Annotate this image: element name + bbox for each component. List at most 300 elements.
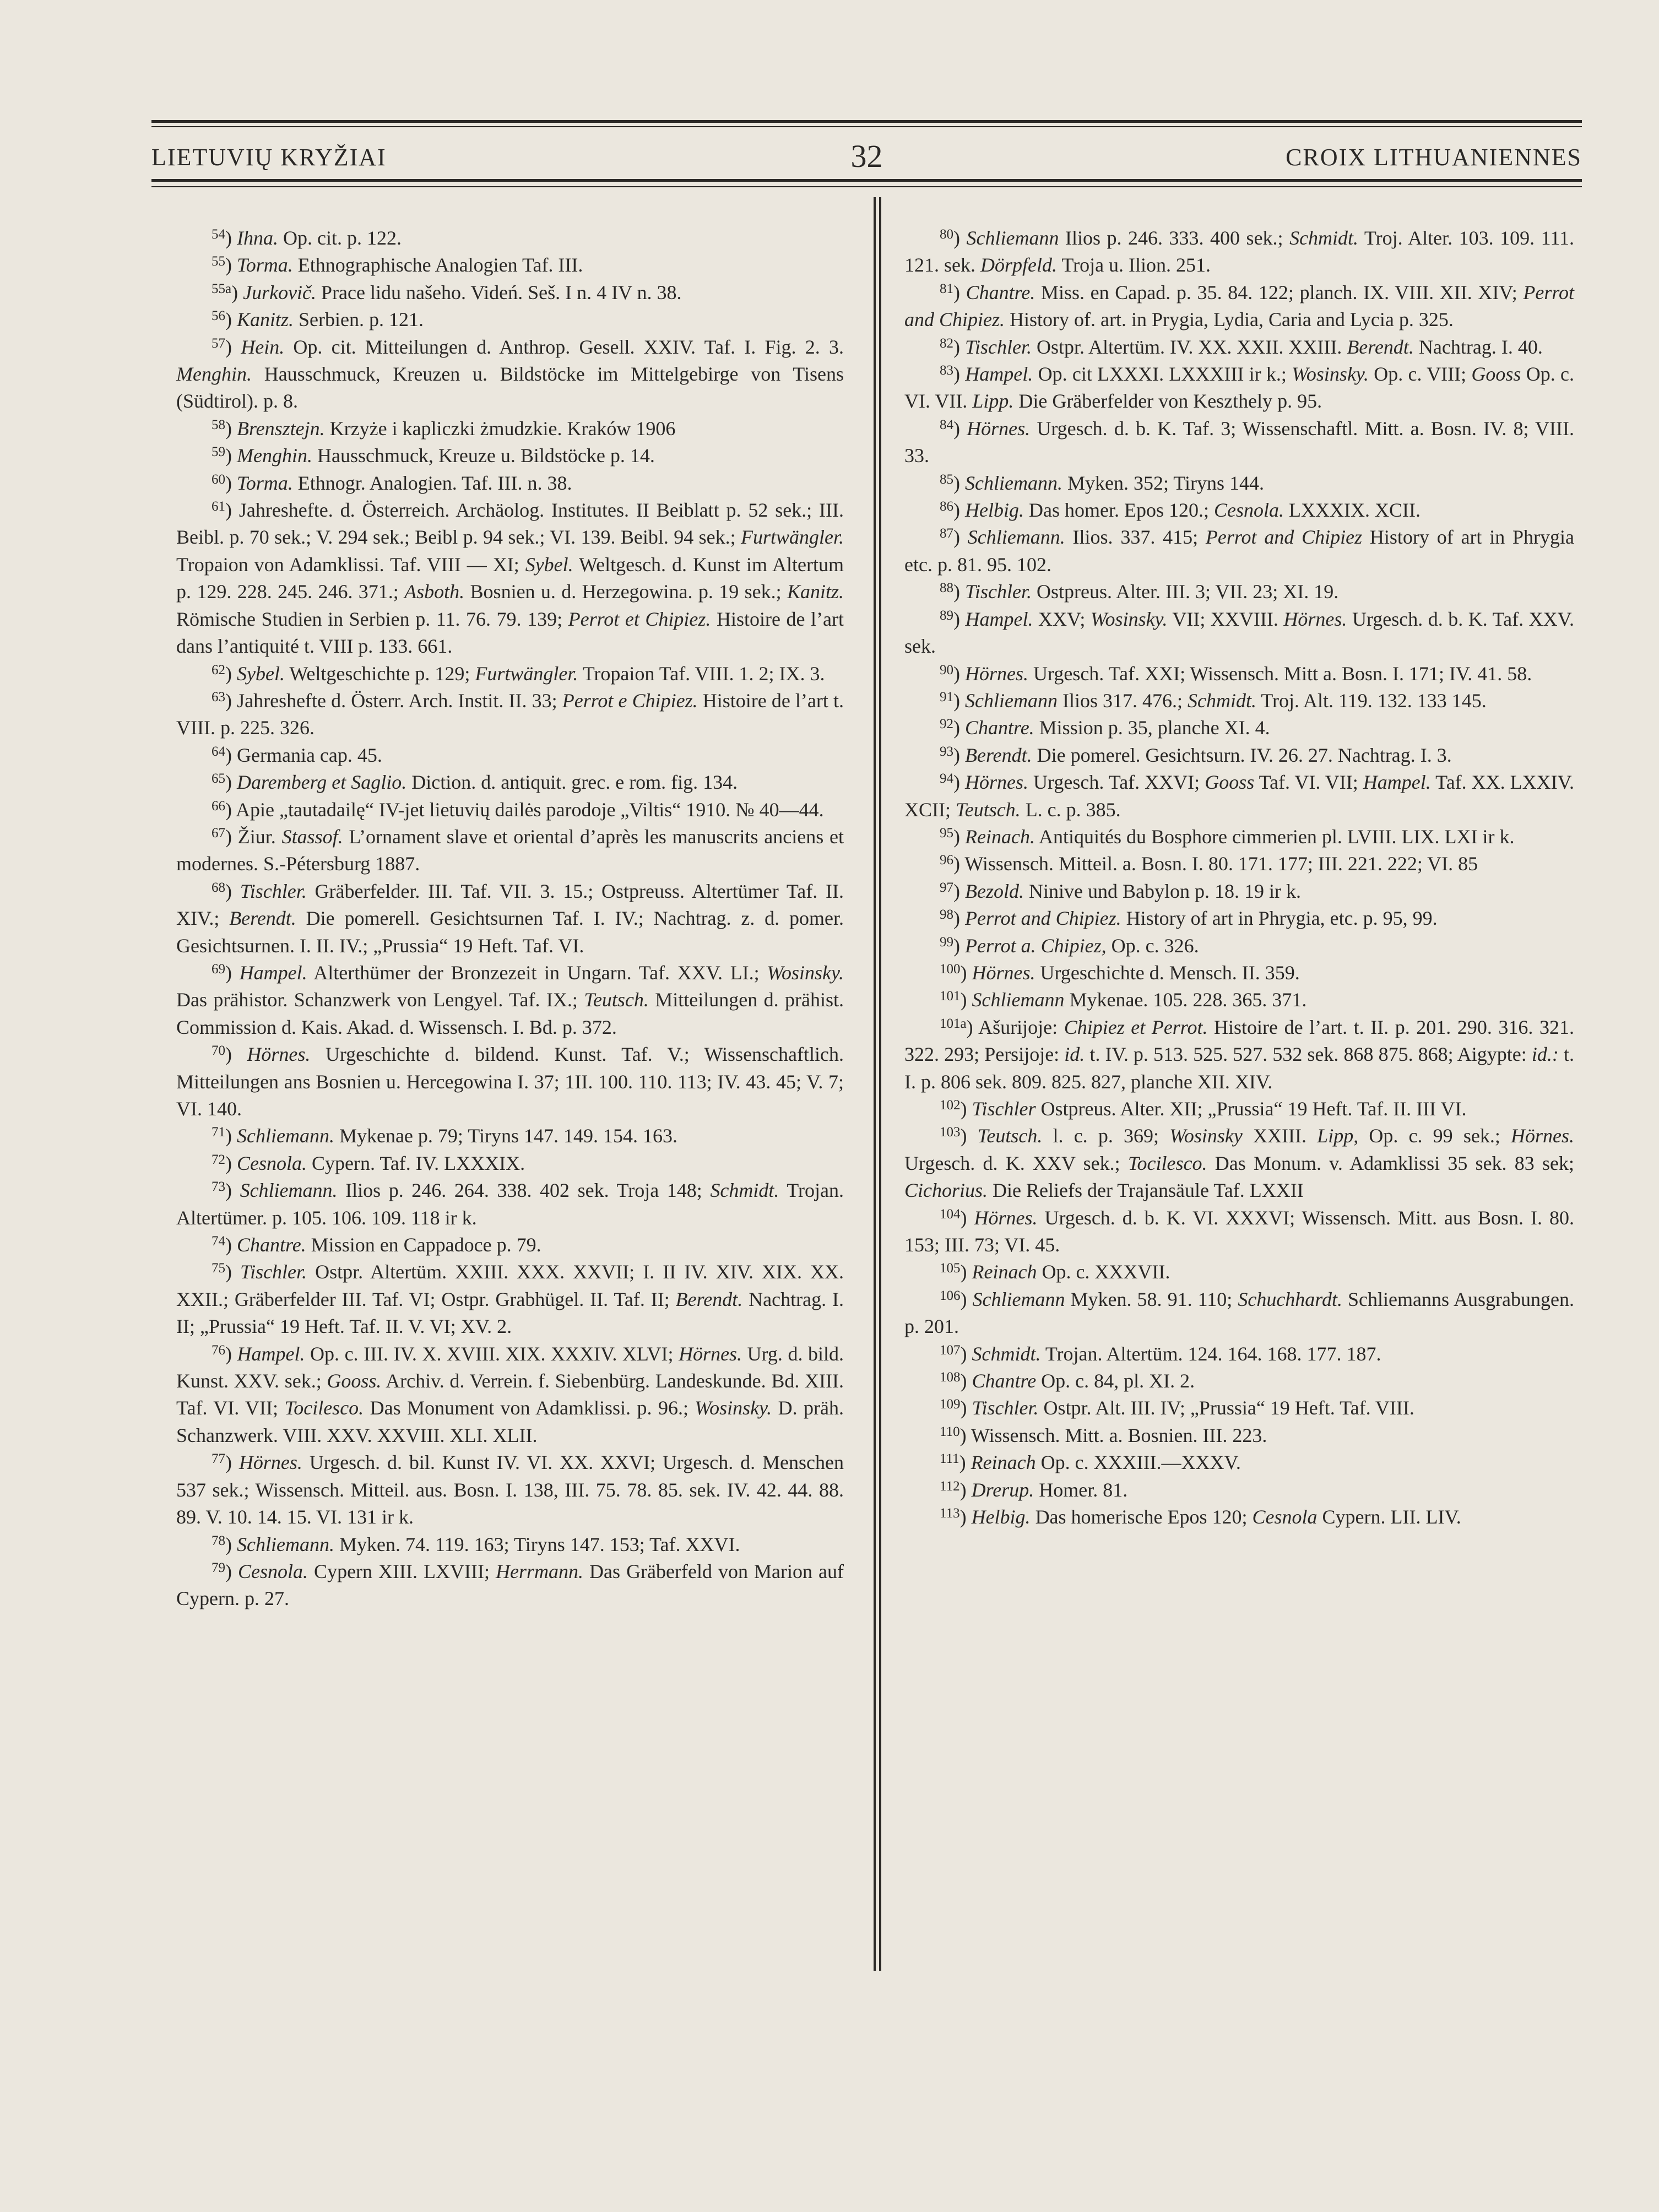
footnote-text: Op. cit. Mitteilungen d. Anthrop. Gesell. XXIV. Taf. I. Fig. 2. 3. [284,335,844,358]
footnote-number: 98 [940,907,953,923]
footnote-number: 94 [940,771,953,787]
footnote-text: Urgesch. d. bil. Kunst IV. VI. XX. XXVI; Urgesch. d. Menschen 537 sek.; Wissensch. Mitteil. aus. Bosn. I. 138, III. 75. 78. 85. sek. IV. 42. 44. 88. 89. V. 10. 14. 15. VI. 131 ir k. [176,1451,844,1528]
footnote: $^{79}$) Cesnola. Cypern XIII. LXVIII; Herrmann. Das Gräberfeld von Marion auf Cypern. p. 27. [176,1560,844,1610]
footnote-text: History of art in Phrygia, etc. p. 95, 99. [1121,907,1438,930]
footnote-number: 107 [940,1342,961,1358]
footnote-author: Perrot and Chipiez. [965,907,1121,930]
footnote-text: Germania cap. 45. [237,744,382,766]
footnote-text: Urgesch. d. K. XXV sek.; [904,1152,1128,1174]
footnote: $^{75}$) Tischler. Ostpr. Altertüm. XXIII. XXX. XXVII; I. II IV. XIV. XIX. XX. XXII.; Gräberfelder III. Taf. VI; Ostpr. Grabhügel. II. Taf. II; Berendt. Nachtrag. I. II; „Prussia“ 19 Heft. Taf. II. V. VI; XV. 2. [176,1261,844,1338]
footnote: $^{64}$) Germania cap. 45. [212,744,382,766]
footnote: $^{73}$) Schliemann. Ilios p. 246. 264. 338. 402 sek. Troja 148; Schmidt. Trojan. Altertümer. p. 105. 106. 109. 118 ir k. [176,1179,844,1229]
page-number: 32 [850,138,883,174]
footnote-text: Krzyże i kapliczki żmudzkie. Kraków 1906 [324,417,676,440]
footnote-text: LXXXIX. XCII. [1283,499,1421,522]
header-top-rule [151,120,1582,123]
footnote-author: Tischler [972,1098,1036,1120]
footnote-text: Troja u. Ilion. 251. [1057,254,1211,276]
footnote-text: Die Reliefs der Trajansäule Taf. LXXII [988,1179,1304,1202]
footnote-text: Prace lidu našeho. Videń. Seš. I n. 4 IV n. 38. [316,281,682,303]
footnote-author: Schliemann. [237,1533,334,1555]
footnote-text: Bosnien u. d. Herzegowina. p. 19 sek.; [464,581,787,603]
footnote-text: Op. c. III. IV. X. XVIII. XIX. XXXIV. XLVI; [305,1342,679,1365]
footnote-text: Op. c. XXXIII.—XXXV. [1035,1451,1241,1474]
footnote: $^{62}$) Sybel. Weltgeschichte p. 129; Furtwängler. Tropaion Taf. VIII. 1. 2; IX. 3. [212,662,825,685]
footnote-author: Berendt. [1347,335,1414,358]
header-bottom-rule-thin [151,186,1582,187]
footnote-author: Sybel. [237,662,285,685]
footnote-number: 90 [940,662,953,677]
footnote-author: Hörnes. [247,1043,311,1066]
footnote-number: 62 [212,662,225,677]
footnote-text: Trojan. Altertüm. 124. 164. 168. 177. 187. [1040,1342,1381,1365]
header-top-rule-thin [151,126,1582,127]
column-divider-left [874,197,876,1971]
footnote: $^{95}$) Reinach. Antiquités du Bosphore cimmerien pl. LVIII. LIX. LXI ir k. [940,825,1515,848]
footnote-author: Chantre. [966,281,1035,303]
footnote-author: Perrot and Chipiez. [904,281,1574,331]
footnote-author: Hein. [241,335,285,358]
header-right-title: CROIX LITHUANIENNES [1286,144,1582,171]
footnote: $^{88}$) Tischler. Ostpreus. Alter. III. 3; VII. 23; XI. 19. [940,581,1339,603]
footnote-author: Wosinsky. [695,1397,772,1419]
footnote-author: Sybel. [525,553,573,576]
footnote-text: l. c. p. 369; [1042,1125,1170,1147]
footnote-text: Op. cit. p. 122. [278,227,402,249]
footnote-text: Myken. 352; Tiryns 144. [1062,471,1265,494]
footnote-text: Nachtrag. I. II; „Prussia“ 19 Heft. Taf. II. V. VI; XV. 2. [176,1288,844,1338]
footnote-number: 83 [940,363,953,378]
footnote-author: Hörnes. [238,1451,302,1474]
footnote: $^{107}$) Schmidt. Trojan. Altertüm. 124. 164. 168. 177. 187. [940,1342,1381,1365]
footnotes-left-column [176,225,844,1613]
footnote-text: Urgesch. Taf. XXI; Wissensch. Mitt a. Bosn. I. 171; IV. 41. 58. [1028,662,1532,685]
footnote: $^{80}$) Schliemann Ilios p. 246. 333. 400 sek.; Schmidt. Troj. Alter. 103. 109. 111. 121. sek. Dörpfeld. Troja u. Ilion. 251. [904,227,1574,276]
footnote-text: Ostpr. Altertüm. IV. XX. XXII. XXIII. [1032,335,1347,358]
footnote-number: 79 [212,1560,225,1575]
footnote: $^{87}$) Schliemann. Ilios. 337. 415; Perrot and Chipiez History of art in Phrygia etc. p. 81. 95. 102. [904,526,1574,576]
footnote-author: Schliemann. [967,526,1065,549]
footnote-author: Helbig. [965,499,1024,522]
footnote-number: 93 [940,744,953,759]
footnote: $^{72}$) Cesnola. Cypern. Taf. IV. LXXXIX. [212,1152,525,1174]
footnote-text: Mitteilungen d. prähist. Commission d. Kais. Akad. d. Wissensch. I. Bd. p. 372. [176,989,844,1038]
footnote-text: Mykenae. 105. 228. 365. 371. [1064,989,1307,1011]
footnote-text: Histoire de l’art. t. II. p. 201. 290. 316. 321. 322. 293; Persijoje: [904,1016,1574,1066]
footnote-author: Hörnes. [972,961,1035,984]
footnote-text: Ostpr. Alt. III. IV; „Prussia“ 19 Heft. Taf. VIII. [1038,1397,1414,1419]
footnote: $^{111}$) Reinach Op. c. XXXIII.—XXXV. [940,1451,1241,1474]
footnote-text: Gräberfelder. III. Taf. VII. 3. 15.; Ostpreuss. Altertümer Taf. II. XIV.; [176,880,844,930]
footnote-text: Serbien. p. 121. [294,308,424,331]
footnote-text: Ethnogr. Analogien. Taf. III. n. 38. [292,471,572,494]
footnote-number: 61 [212,499,225,514]
footnote: $^{56}$) Kanitz. Serbien. p. 121. [212,308,424,331]
footnote: $^{108}$) Chantre Op. c. 84, pl. XI. 2. [940,1370,1195,1392]
footnote-author: Berendt. [965,744,1032,766]
footnote-author: Chantre. [237,1234,306,1256]
footnote-number: 109 [940,1397,961,1412]
footnote-text: Op. c. 84, pl. XI. 2. [1036,1370,1195,1392]
footnote-author: Schliemann [972,1288,1065,1310]
footnote-text: Antiquités du Bosphore cimmerien pl. LVIII. LIX. LXI ir k. [1034,825,1515,848]
footnote-text: Weltgesch. d. Kunst im Altertum p. 129. 228. 245. 246. 371.; [176,553,844,603]
footnote-number: 92 [940,717,953,732]
footnote-author: Gooss [1471,363,1521,386]
footnote: $^{65}$) Daremberg et Saglio. Diction. d. antiquit. grec. e rom. fig. 134. [212,771,738,794]
footnote-text: Jahreshefte. d. Österreich. Archäolog. Institutes. II Beiblatt p. 52 sek.; III. Beibl. p. 70 sek.; V. 294 sek.; Beibl p. 94 sek.; VI. 139. Beibl. 94 sek.; [176,499,844,549]
footnote-number: 74 [212,1234,225,1249]
footnotes-right-column [904,225,1574,1531]
footnote-text: Ninive und Babylon p. 18. 19 ir k. [1023,880,1301,902]
footnote: $^{81}$) Chantre. Miss. en Capad. p. 35. 84. 122; planch. IX. VIII. XII. XIV; Perrot and Chipiez. History of. art. in Prygia, Lydia, Caria and Lycia p. 325. [904,281,1574,331]
footnote-number: 113 [940,1506,960,1521]
footnote-author: Cesnola. [238,1560,308,1582]
footnote-number: 91 [940,689,953,704]
footnote-text: Nachtrag. I. 40. [1413,335,1543,358]
footnote-author: Tocilesco. [1127,1152,1207,1174]
footnote-author: Schliemann. [965,471,1062,494]
footnote: $^{89}$) Hampel. XXV; Wosinsky. VII; XXVIII. Hörnes. Urgesch. d. b. K. Taf. XXV. sek. [904,608,1574,658]
footnote: $^{97}$) Bezold. Ninive und Babylon p. 18. 19 ir k. [940,880,1301,902]
footnote-number: 73 [212,1179,225,1195]
footnote: $^{77}$) Hörnes. Urgesch. d. bil. Kunst IV. VI. XX. XXVI; Urgesch. d. Menschen 537 sek.; Wissensch. Mitteil. aus. Bosn. I. 138, III. 75. 78. 85. sek. IV. 42. 44. 88. 89. V. 10. 14. 15. VI. 131 ir k. [176,1451,844,1528]
footnote-number: 108 [940,1370,961,1385]
footnote: $^{112}$) Drerup. Homer. 81. [940,1478,1128,1501]
footnote-text: Ilios p. 246. 264. 338. 402 sek. Troja 148; [337,1179,711,1202]
footnote-text: Troj. Alter. 103. 109. 111. 121. sek. [904,227,1574,276]
footnote-text: Op. c. 99 sek.; [1358,1125,1511,1147]
footnote-author: Furtwängler. [475,662,578,685]
footnote-text: Cypern. LII. LIV. [1317,1506,1461,1528]
footnote-author: Reinach. [965,825,1035,848]
footnote: $^{104}$) Hörnes. Urgesch. d. b. K. VI. XXXVI; Wissensch. Mitt. aus Bosn. I. 80. 153; III. 73; VI. 45. [904,1206,1574,1256]
footnote-author: Cichorius. [904,1179,988,1202]
footnote-text: Die pomerell. Gesichtsurnen Taf. I. IV.; Nachtrag. z. d. pomer. Gesichtsurnen. I. II. IV.; „Prussia“ 19 Heft. Taf. VI. [176,907,844,957]
footnote-author: Schmidt. [1289,227,1359,249]
footnote-author: Tischler. [965,335,1032,358]
footnote-text: Ilios p. 246. 333. 400 sek.; [1059,227,1290,249]
footnote: $^{68}$) Tischler. Gräberfelder. III. Taf. VII. 3. 15.; Ostpreuss. Altertümer Taf. II. XIV.; Berendt. Die pomerell. Gesichtsurnen Taf. I. IV.; Nachtrag. z. d. pomer. Gesichtsurnen. I. II. IV.; „Prussia“ 19 Heft. Taf. VI. [176,880,844,957]
footnote-author: Hampel. [1363,771,1431,794]
footnote: $^{78}$) Schliemann. Myken. 74. 119. 163; Tiryns 147. 153; Taf. XXVI. [212,1533,740,1555]
footnote: $^{69}$) Hampel. Alterthümer der Bronzezeit in Ungarn. Taf. XXV. LI.; Wosinsky. Das prähistor. Schanzwerk von Lengyel. Taf. IX.; Teutsch. Mitteilungen d. prähist. Commission d. Kais. Akad. d. Wissensch. I. Bd. p. 372. [176,961,844,1038]
footnote-author: Hörnes. [965,662,1028,685]
footnote-text: Ilios. 337. 415; [1065,526,1206,549]
footnote-number: 66 [212,798,225,814]
footnote-text: Ostpr. Altertüm. XXIII. XXX. XXVII; I. II IV. XIV. XIX. XX. XXII.; Gräberfelder III. Taf. VI; Ostpr. Grabhügel. II. Taf. II; [176,1261,844,1310]
footnote-text: Myken. 74. 119. 163; Tiryns 147. 153; Taf. XXVI. [334,1533,740,1555]
footnote-number: 59 [212,444,225,460]
footnote-author: Kanitz. [237,308,294,331]
footnote-number: 103 [940,1125,961,1140]
footnote-text: Wissensch. Mitt. a. Bosnien. III. 223. [971,1424,1267,1446]
footnote-text: Op. cit LXXXI. LXXXIII ir k.; [1033,363,1292,386]
footnote-text: Trojan. Altertümer. p. 105. 106. 109. 118 ir k. [176,1179,844,1229]
column-divider-right [879,197,881,1971]
footnote-author: Brensztejn. [237,417,325,440]
footnote-author: Wosinsky. [767,961,844,984]
footnote-number: 64 [212,744,225,759]
footnote-author: Wosinsky. [1292,363,1369,386]
footnote-text: Tropaion Taf. VIII. 1. 2; IX. 3. [578,662,825,685]
footnote-author: Tischler. [240,880,307,902]
footnote-text: Das Monument von Adamklissi. p. 96.; [364,1397,695,1419]
footnote-number: 86 [940,499,953,514]
footnote: $^{93}$) Berendt. Die pomerel. Gesichtsurn. IV. 26. 27. Nachtrag. I. 3. [940,744,1452,766]
footnote-text: Ostpreus. Alter. XII; „Prussia“ 19 Heft. Taf. II. III VI. [1035,1098,1467,1120]
footnote-author: Drerup. [971,1478,1034,1501]
footnote-number: 97 [940,880,953,895]
footnote-text: Urg. d. bild. Kunst. XXV. sek.; [176,1342,844,1392]
footnote-text: L. c. p. 385. [1020,798,1121,821]
footnote-author: Hampel. [237,1342,305,1365]
footnote-author: Menghin. [237,444,312,467]
footnote-text: Op. c. VI. VII. [904,363,1574,413]
footnote-author: Torma. [237,254,293,276]
footnote-text: Ilios 317. 476.; [1057,689,1188,712]
footnote-text: Urgesch. d. b. K. VI. XXXVI; Wissensch. Mitt. aus Bosn. I. 80. 153; III. 73; VI. 45. [904,1206,1574,1256]
footnote-text: Die pomerel. Gesichtsurn. IV. 26. 27. Nachtrag. I. 3. [1032,744,1452,766]
footnote-text: Op. c. VIII; [1368,363,1472,386]
footnote-text: Archiv. d. Verrein. f. Siebenbürg. Landeskunde. Bd. XIII. Taf. VI. VII; [176,1370,844,1419]
footnote-text: Op. c. XXXVII. [1037,1261,1170,1283]
footnote-author: Teutsch. [977,1125,1043,1147]
footnote-author: Lipp. [972,390,1014,413]
footnote: $^{99}$) Perrot a. Chipiez, Op. c. 326. [940,934,1199,957]
footnote-author: Bezold. [965,880,1024,902]
footnote-number: 87 [940,526,953,541]
footnote-author: Stassof. [281,825,343,848]
footnote-number: 65 [212,771,225,787]
footnote-author: Chipiez et Perrot. [1064,1016,1208,1038]
footnote-author: Schmidt. [710,1179,779,1202]
footnote-number: 58 [212,417,225,432]
footnote-text: Jahreshefte d. Österr. Arch. Instit. II. 33; [237,689,562,712]
footnote-author: Chantre. [965,717,1034,739]
footnote-text: Das homer. Epos 120.; [1023,499,1214,522]
footnote-text: Ostpreus. Alter. III. 3; VII. 23; XI. 19. [1032,581,1339,603]
footnote: $^{55a}$) Jurkovič. Prace lidu našeho. Videń. Seš. I n. 4 IV n. 38. [212,281,682,303]
footnote-number: 60 [212,471,225,487]
footnote-number: 76 [212,1342,225,1358]
footnote: $^{59}$) Menghin. Hausschmuck, Kreuze u. Bildstöcke p. 14. [212,444,655,467]
footnote-author: Schmidt. [972,1342,1041,1365]
footnote-author: Asboth. [404,581,465,603]
footnote-text: Miss. en Capad. p. 35. 84. 122; planch. IX. VIII. XII. XIV; [1035,281,1524,303]
footnote-author: Schmidt. [1187,689,1256,712]
footnote-author: Herrmann. [496,1560,584,1582]
footnote-author: Teutsch. [956,798,1021,821]
footnote-text: Schliemanns Ausgrabungen. p. 201. [904,1288,1574,1338]
header-bottom-rule [151,179,1582,182]
footnote-text: Histoire de l’art dans l’antiquité t. VIII p. 133. 661. [176,608,844,658]
footnote-number: 101a [940,1016,967,1031]
header-left-title: LIETUVIŲ KRYŽIAI [151,144,387,171]
footnote-text: Mission en Cappadoce p. 79. [306,1234,541,1256]
footnote: $^{76}$) Hampel. Op. c. III. IV. X. XVIII. XIX. XXXIV. XLVI; Hörnes. Urg. d. bild. Kunst. XXV. sek.; Gooss. Archiv. d. Verrein. f. Siebenbürg. Landeskunde. Bd. XIII. Taf. VI. VII; Tocilesco. Das Monument von Adamklissi. p. 96.; Wosinsky. D. präh. Schanzwerk. VIII. XXV. XXVIII. XLI. XLII. [176,1342,844,1446]
footnote: $^{96}$) Wissensch. Mitteil. a. Bosn. I. 80. 171. 177; III. 221. 222; VI. 85 [940,853,1478,875]
footnote-text: D. präh. Schanzwerk. VIII. XXV. XXVIII. XLI. XLII. [176,1397,844,1446]
footnote-text: Urgesch. d. b. K. Taf. XXV. sek. [904,608,1574,658]
footnote-author: Schliemann [966,227,1059,249]
footnote-text: Weltgeschichte p. 129; [284,662,475,685]
footnote: $^{92}$) Chantre. Mission p. 35, planche XI. 4. [940,717,1270,739]
footnote-text: Histoire de l’art t. VIII. p. 225. 326. [176,689,844,739]
footnote-author: Hampel. [965,608,1033,630]
footnote-author: Perrot and Chipiez [1205,526,1363,549]
footnote-author: Hörnes. [1283,608,1347,630]
footnote-text: Žiur. [237,825,282,848]
footnote-author: Wosinsky [1169,1125,1243,1147]
footnote-author: Furtwängler. [740,526,844,549]
footnote-author: Perrot a. Chipiez, [965,934,1107,957]
footnote-number: 82 [940,335,953,351]
footnote-text: t. IV. p. 513. 525. 527. 532 sek. 868 875. 868; Aigypte: [1085,1043,1532,1066]
footnote-number: 67 [212,825,225,841]
footnote-text: Op. c. 326. [1106,934,1199,957]
footnote-author: Gooss. [327,1370,382,1392]
footnote-number: 75 [212,1261,225,1276]
footnote: $^{63}$) Jahreshefte d. Österr. Arch. Instit. II. 33; Perrot e Chipiez. Histoire de l’art t. VIII. p. 225. 326. [176,689,844,739]
footnote: $^{113}$) Helbig. Das homerische Epos 120; Cesnola Cypern. LII. LIV. [940,1506,1461,1528]
footnote-text: Hausschmuck, Kreuze u. Bildstöcke p. 14. [312,444,655,467]
footnote-text: Tropaion von Adamklissi. Taf. VIII — XI; [176,553,525,576]
footnote-author: Hörnes. [965,771,1029,794]
footnote-text: Das prähistor. Schanzwerk von Lengyel. Taf. IX.; [176,989,584,1011]
footnote-text: Urgesch. Taf. XXVI; [1028,771,1205,794]
footnote-number: 56 [212,308,225,324]
footnote-text: L’ornament slave et oriental d’après les manuscrits anciens et modernes. S.-Pétersburg 1887. [176,825,844,875]
footnote-author: Helbig. [971,1506,1031,1528]
footnote-text: Myken. 58. 91. 110; [1065,1288,1238,1310]
footnote-number: 84 [940,417,953,432]
footnote-number: 57 [212,335,225,351]
footnote-text: XXIII. [1242,1125,1318,1147]
footnote-number: 63 [212,689,225,704]
footnote: $^{58}$) Brensztejn. Krzyże i kapliczki żmudzkie. Kraków 1906 [212,417,676,440]
footnote: $^{71}$) Schliemann. Mykenae p. 79; Tiryns 147. 149. 154. 163. [212,1125,677,1147]
footnote: $^{109}$) Tischler. Ostpr. Alt. III. IV; „Prussia“ 19 Heft. Taf. VIII. [940,1397,1414,1419]
footnote-author: Hörnes. [967,417,1031,440]
footnote-text: Das homerische Epos 120; [1030,1506,1253,1528]
footnote: $^{83}$) Hampel. Op. cit LXXXI. LXXXIII ir k.; Wosinsky. Op. c. VIII; Gooss Op. c. VI. VII. Lipp. Die Gräberfelder von Keszthely p. 95. [904,363,1574,413]
footnote-number: 100 [940,961,961,977]
footnote: $^{66}$) Apie „tautadailę“ IV-jet lietuvių dailės parodoje „Viltis“ 1910. № 40—44. [212,798,824,821]
footnote-number: 105 [940,1261,961,1276]
footnote-text: Ašurijoje: [978,1016,1064,1038]
footnote: $^{103}$) Teutsch. l. c. p. 369; Wosinsky XXIII. Lipp, Op. c. 99 sek.; Hörnes. Urgesch. d. K. XXV sek.; Tocilesco. Das Monum. v. Adamklissi 35 sek. 83 sek; Cichorius. Die Reliefs der Trajansäule Taf. LXXII [904,1125,1575,1202]
footnote-author: Schliemann [965,689,1058,712]
footnote-text: History of. art. in Prygia, Lydia, Caria and Lycia p. 325. [1005,308,1454,331]
footnote-author: Torma. [237,471,293,494]
footnote-number: 77 [212,1451,225,1467]
footnote-author: Berendt. [675,1288,743,1310]
footnote-number: 101 [940,989,961,1004]
footnote-author: Kanitz. [787,581,844,603]
footnote-text: Urgeschichte d. Mensch. II. 359. [1035,961,1300,984]
footnote: $^{90}$) Hörnes. Urgesch. Taf. XXI; Wissensch. Mitt a. Bosn. I. 171; IV. 41. 58. [940,662,1532,685]
footnote-author: id. [1064,1043,1085,1066]
footnote-number: 85 [940,471,953,487]
footnote-author: Schuchhardt. [1238,1288,1342,1310]
footnote: $^{82}$) Tischler. Ostpr. Altertüm. IV. XX. XXII. XXIII. Berendt. Nachtrag. I. 40. [940,335,1543,358]
footnote-text: Taf. VI. VII; [1254,771,1363,794]
footnote-text: Ethnographische Analogien Taf. III. [292,254,583,276]
footnote-author: Wosinsky. [1090,608,1168,630]
footnote: $^{70}$) Hörnes. Urgeschichte d. bildend. Kunst. Taf. V.; Wissenschaftlich. Mitteilungen ans Bosnien u. Hercegowina I. 37; 1II. 100. 110. 113; IV. 43. 45; V. 7; VI. 140. [176,1043,844,1120]
footnote-author: Gooss [1205,771,1255,794]
footnote-author: Tischler. [240,1261,307,1283]
footnote-text: Römische Studien in Serbien p. 11. 76. 79. 139; [176,608,568,630]
footnote-author: Hörnes. [1511,1125,1575,1147]
footnote-author: Reinach [972,1261,1037,1283]
footnote-text: Cypern. Taf. IV. LXXXIX. [307,1152,525,1174]
footnote: $^{86}$) Helbig. Das homer. Epos 120.; Cesnola. LXXXIX. XCII. [940,499,1421,522]
footnote-text: History of art in Phrygia etc. p. 81. 95. 102. [904,526,1574,576]
footnote-number: 80 [940,227,953,242]
footnote-author: Cesnola [1252,1506,1318,1528]
footnote-author: Hörnes. [679,1342,742,1365]
footnote-number: 88 [940,581,953,596]
footnote-text: Alterthümer der Bronzezeit in Ungarn. Taf. XXV. LI.; [307,961,767,984]
footnote: $^{110}$) Wissensch. Mitt. a. Bosnien. III. 223. [940,1424,1267,1446]
footnote-author: Tocilesco. [284,1397,364,1419]
footnote-author: Chantre [972,1370,1037,1392]
footnote-author: Lipp, [1317,1125,1359,1147]
footnote-text: Die Gräberfelder von Keszthely p. 95. [1013,390,1322,413]
footnote: $^{94}$) Hörnes. Urgesch. Taf. XXVI; Gooss Taf. VI. VII; Hampel. Taf. XX. LXXIV. XCII; Teutsch. L. c. p. 385. [904,771,1574,821]
footnote-number: 110 [940,1424,960,1439]
footnote-text: Apie „tautadailę“ IV-jet lietuvių dailės parodoje „Viltis“ 1910. № 40—44. [236,798,824,821]
footnote: $^{74}$) Chantre. Mission en Cappadoce p. 79. [212,1234,541,1256]
footnote-text: VII; XXVIII. [1167,608,1284,630]
footnote-author: Ihna. [237,227,278,249]
footnote-author: Schliemann [972,989,1065,1011]
footnote: $^{61}$) Jahreshefte. d. Österreich. Archäolog. Institutes. II Beiblatt p. 52 sek.; III. Beibl. p. 70 sek.; V. 294 sek.; Beibl p. 94 sek.; VI. 139. Beibl. 94 sek.; Furtwängler. Tropaion von Adamklissi. Taf. VIII — XI; Sybel. Weltgesch. d. Kunst im Altertum p. 129. 228. 245. 246. 371.; Asboth. Bosnien u. d. Herzegowina. p. 19 sek.; Kanitz. Römische Studien in Serbien p. 11. 76. 79. 139; Perrot et Chipiez. Histoire de l’art dans l’antiquité t. VIII p. 133. 661. [176,499,844,658]
footnote: $^{101}$) Schliemann Mykenae. 105. 228. 365. 371. [940,989,1307,1011]
footnote-text: Hausschmuck, Kreuzen u. Bildstöcke im Mittelgebirge von Tisens (Südtirol). p. 8. [176,363,844,413]
footnote-text: Wissensch. Mitteil. a. Bosn. I. 80. 171. 177; III. 221. 222; VI. 85 [964,853,1478,875]
footnote-text: Urgeschichte d. bildend. Kunst. Taf. V.; Wissenschaftlich. Mitteilungen ans Bosnien u. Hercegowina I. 37; 1II. 100. 110. 113; IV. 43. 45; V. 7; VI. 140. [176,1043,844,1120]
footnote-author: Perrot et Chipiez. [568,608,711,630]
footnote: $^{102}$) Tischler Ostpreus. Alter. XII; „Prussia“ 19 Heft. Taf. II. III VI. [940,1098,1467,1120]
footnote-text: Taf. XX. LXXIV. XCII; [904,771,1574,821]
footnote-author: Jurkovič. [243,281,317,303]
footnote-text: XXV; [1033,608,1091,630]
footnote-author: Reinach [971,1451,1036,1474]
footnote: $^{106}$) Schliemann Myken. 58. 91. 110; Schuchhardt. Schliemanns Ausgrabungen. p. 201. [904,1288,1574,1338]
footnote-number: 54 [212,227,225,242]
footnote-number: 55a [212,281,232,296]
footnote-text: Diction. d. antiquit. grec. e rom. fig. 134. [406,771,738,794]
footnote-author: Hampel. [965,363,1033,386]
footnote: $^{100}$) Hörnes. Urgeschichte d. Mensch. II. 359. [940,961,1300,984]
footnote-author: Perrot e Chipiez. [562,689,698,712]
footnote-text: Das Monum. v. Adamklissi 35 sek. 83 sek; [1207,1152,1575,1174]
footnote-number: 96 [940,853,953,868]
footnote: $^{55}$) Torma. Ethnographische Analogien Taf. III. [212,254,583,276]
footnote-author: id.: [1531,1043,1559,1066]
footnote: $^{57}$) Hein. Op. cit. Mitteilungen d. Anthrop. Gesell. XXIV. Taf. I. Fig. 2. 3. Menghin. Hausschmuck, Kreuzen u. Bildstöcke im Mittelgebirge von Tisens (Südtirol). p. 8. [176,335,844,413]
footnote-author: Schliemann. [237,1125,334,1147]
footnote-text: Urgesch. d. b. K. Taf. 3; Wissenschaftl. Mitt. a. Bosn. IV. 8; VIII. 33. [904,417,1574,467]
footnote-text: Mykenae p. 79; Tiryns 147. 149. 154. 163. [334,1125,677,1147]
footnote-number: 95 [940,825,953,841]
footnote-number: 72 [212,1152,225,1167]
footnote-number: 71 [212,1125,225,1140]
footnote-author: Tischler. [965,581,1032,603]
